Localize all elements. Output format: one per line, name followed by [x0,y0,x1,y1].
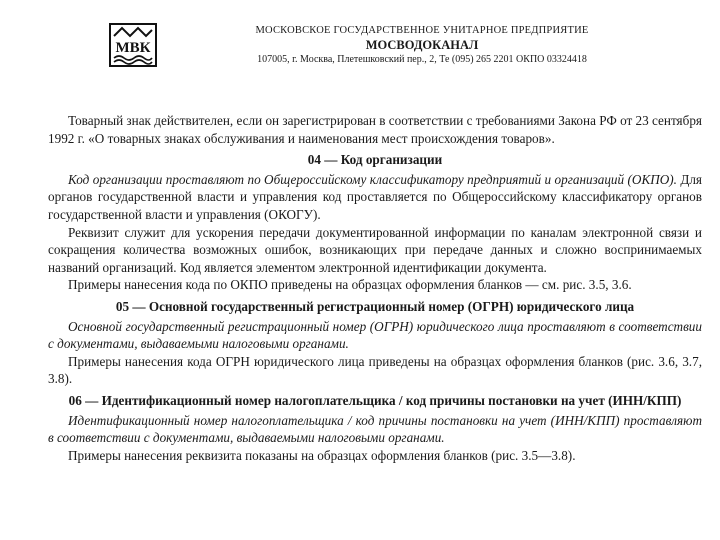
section-04-paragraph-1 [48,171,702,224]
section-04-heading: 04 — Код организации [307,152,443,168]
intro-paragraph: Товарный знак действителен, если он зарегистрирован в соответствии с требованиями Закона РФ от 23 сентября 1992 г. «О товарных знаках обслуживания и наименования мест происхождения товаров». [48,113,702,146]
section-04-paragraph-2: Реквизит служит для ускорения передачи документированной информации по каналам электронной связи и сокращения количества возможных ошибок, возникающих при передаче данных и сложно воспринимаемых названий организаций. Код является элементом электронной идентификации документа. [48,224,702,275]
section-04-italic: Код организации проставляют по Общероссийскому классификатору предприятий и организаций (ОКПО). [68,171,677,187]
logo-emblem-icon [108,22,158,68]
section-05-paragraph: Примеры нанесения кода ОГРН юридического лица приведены на образцах оформления бланков (рис. 3.6, 3.7, 3.8). [48,353,702,387]
section-06-paragraph: Примеры нанесения реквизита показаны на образцах оформления бланков (рис. 3.5—3.8). [68,447,576,463]
section-06-heading: 06 — Идентификационный номер налогоплательщика / код причины постановки на учет (ИНН/КПП) [68,392,682,408]
section-05-heading: 05 — Основной государственный регистрационный номер (ОГРН) юридического лица [115,298,635,314]
document-body [48,112,702,464]
section-04-text-1: Для органов государственной власти и управления код проставляется по Общероссийскому классификатору органов государственной власти и управления (ОКОГУ). [48,171,702,222]
enterprise-name: МОСВОДОКАНАЛ [365,38,479,52]
enterprise-address: 107005, г. Москва, Плетешковский пер., 2, Те (095) 265 2201 ОКПО 03324418 [257,54,587,65]
section-05-italic: Основной государственный регистрационный номер (ОГРН) юридического лица проставляют в соответствии с документами, выдаваемыми налоговыми органами. [48,318,702,352]
section-06-italic: Идентификационный номер налогоплательщика / код причины постановки на учет (ИНН/КПП) проставляют в соответствии с документами, выдаваемыми налоговыми органами. [48,412,702,446]
logo-text: МВК [115,40,151,56]
section-04-paragraph-3: Примеры нанесения кода по ОКПО приведены на образцах оформления бланков — см. рис. 3.5, 3.6. [68,277,632,293]
letterhead [232,24,612,67]
mosvodokanal-logo [108,22,158,68]
enterprise-type: МОСКОВСКОЕ ГОСУДАРСТВЕННОЕ УНИТАРНОЕ ПРЕДПРИЯТИЕ [255,25,589,36]
